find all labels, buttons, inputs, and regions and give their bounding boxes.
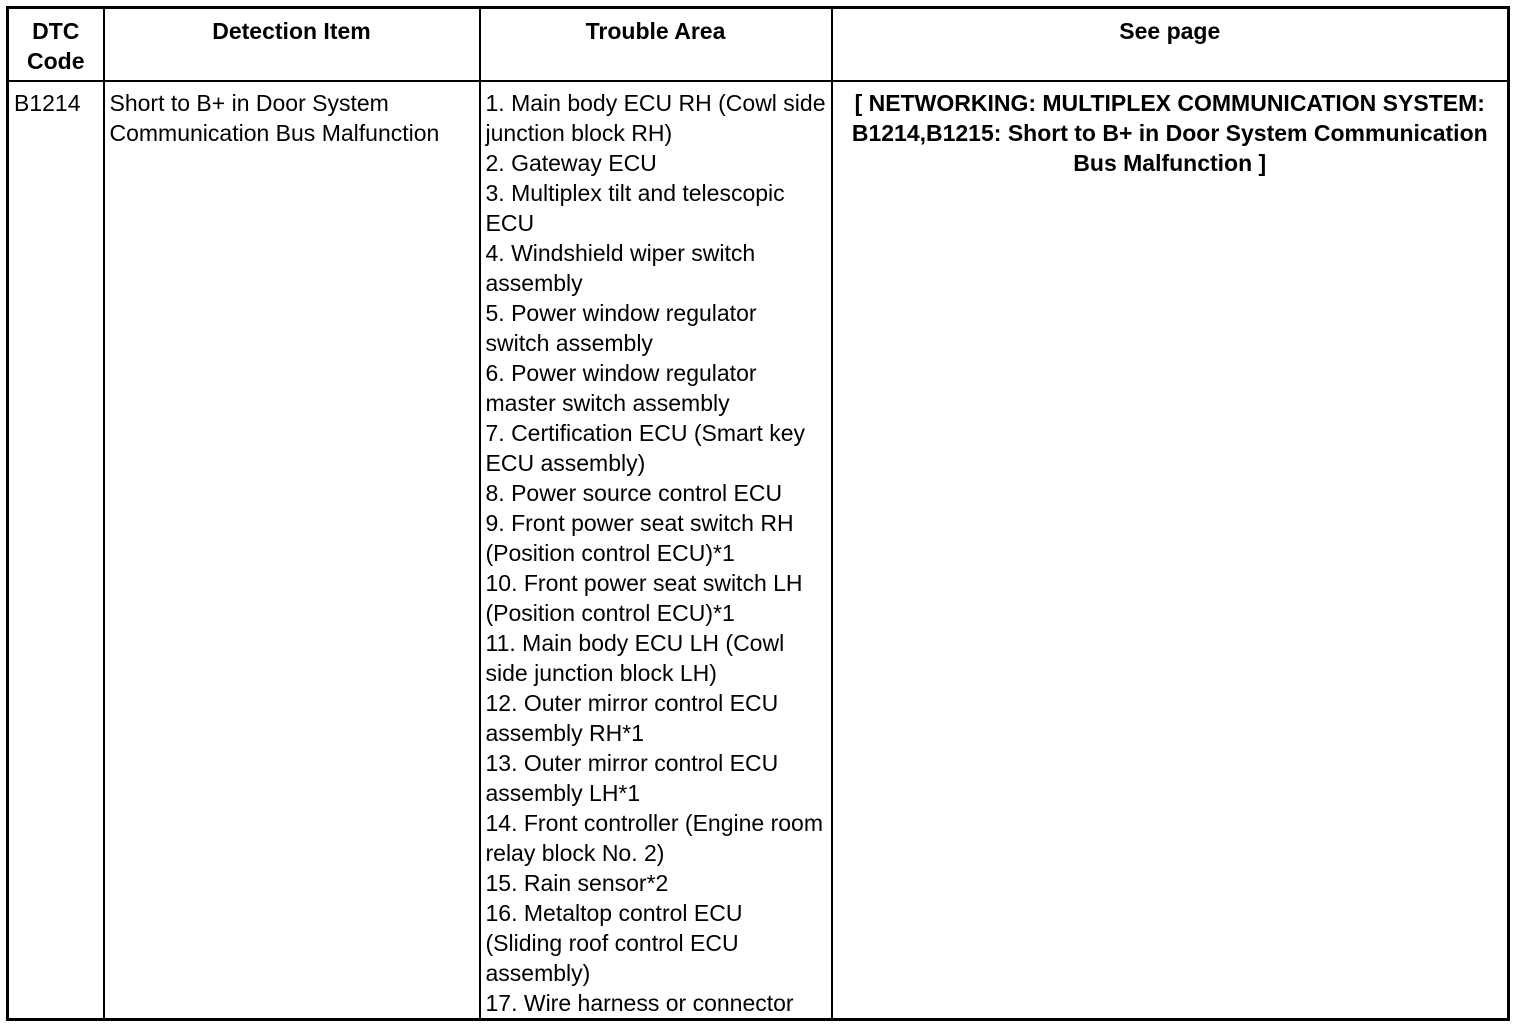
header-see-page: See page [832,8,1509,82]
trouble-item: 1. Main body ECU RH (Cowl side junction block RH) [485,90,826,146]
trouble-item: 15. Rain sensor*2 [485,870,669,896]
header-trouble-area: Trouble Area [480,8,832,82]
trouble-item: 17. Wire harness or connector [485,990,794,1016]
cell-see-page [832,81,1509,1020]
trouble-item: 5. Power window regulator switch assembly [485,300,757,356]
trouble-item: 6. Power window regulator master switch assembly [485,360,757,416]
trouble-item: 4. Windshield wiper switch assembly [485,240,756,296]
trouble-item: 11. Main body ECU LH (Cowl side junction block LH) [485,630,785,686]
trouble-item: 9. Front power seat switch RH (Position control ECU)*1 [485,510,794,566]
trouble-item: 12. Outer mirror control ECU assembly RH*1 [485,690,779,746]
cell-dtc-code: B1214 [8,81,104,1020]
table-header-row [8,8,1509,82]
trouble-item: 10. Front power seat switch LH (Position control ECU)*1 [485,570,803,626]
trouble-item: 7. Certification ECU (Smart key ECU assembly) [485,420,806,476]
trouble-item: 16. Metaltop control ECU (Sliding roof control ECU assembly) [485,900,743,986]
see-page-link[interactable]: [ NETWORKING: MULTIPLEX COMMUNICATION SYSTEM: B1214,B1215: Short to B+ in Door System Communication Bus Malfunction ] [851,90,1488,176]
trouble-item: 8. Power source control ECU [485,480,783,506]
header-detection-item: Detection Item [104,8,480,82]
table-row [8,81,1509,1020]
trouble-item: 3. Multiplex tilt and telescopic ECU [485,180,785,236]
header-dtc-code: DTC Code [8,8,104,82]
cell-trouble-area [480,81,832,1020]
trouble-item: 13. Outer mirror control ECU assembly LH*1 [485,750,779,806]
trouble-item: 14. Front controller (Engine room relay block No. 2) [485,810,823,866]
trouble-item: 2. Gateway ECU [485,150,657,176]
cell-detection-item: Short to B+ in Door System Communication Bus Malfunction [104,81,480,1020]
dtc-table [6,6,1510,1021]
